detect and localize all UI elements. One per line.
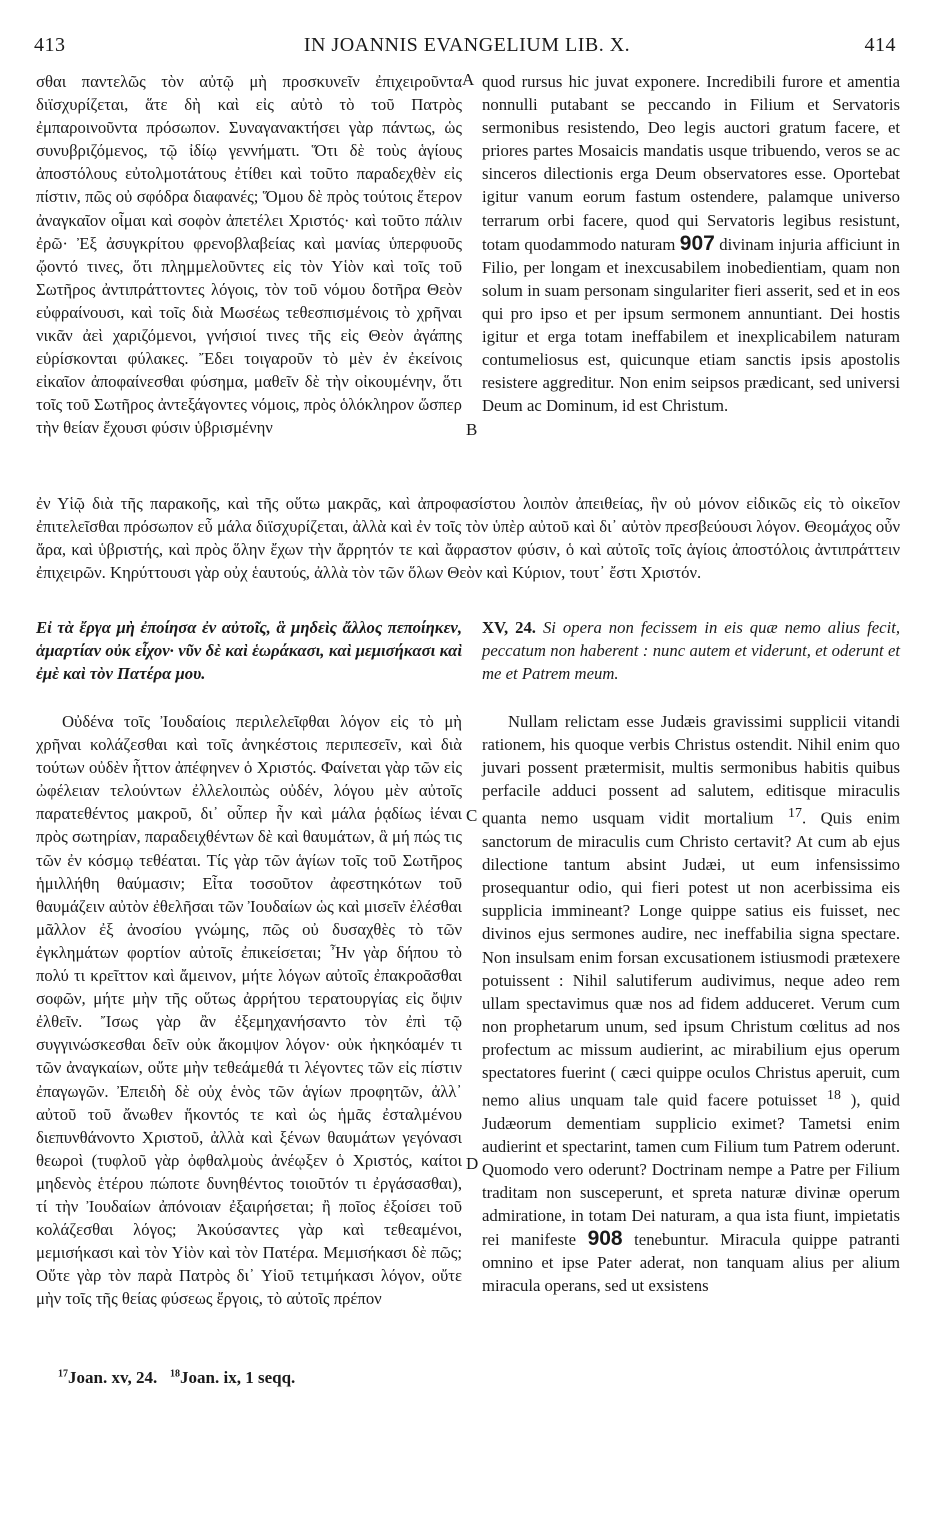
margin-letter-a: A [462,70,475,89]
margin-letter-d: D [466,1154,479,1173]
latin-text-segment: divinam injuria afficiunt in Filio, per longam et inexcusabilem inobedientiam, quam non solum in suam personam singulariter fieri asserit, sed et in eos qui pro ipso et per ipsum sermonem annuntiant. Dei hostis igitur et erga totam ineffabilem et inexplicabilem naturam contumeliosus est, quicunque etiam sanctis ipsis apostolis resistere aggreditur. Non enim seipsos prædicant, sed universi Deum ac Dominum, id est Christum. [482,234,901,416]
page-number-right: 414 [864,34,896,56]
footnote-text: Joan. ix, 1 seqq. [180,1368,296,1387]
greek-lemma-block [36,616,462,708]
greek-paragraph-full: ἐν Υἱῷ διὰ τῆς παρακοῆς, καὶ τῆς οὕτω μακρᾶς, καὶ ἀπροφασίστου λοιπὸν ἀπειθείας, ἣν οὐ μόνον εἰδικῶς εἰς τὸ οἰκεῖον ἐπιτελεῖσθαι πρόσωπον εὖ μάλα διϊσχυρίζεται, ἀλλὰ καὶ ἐν τοῖς τὸν ὑπὲρ αὐτοῦ καὶ δι᾽ αὐτὸν πρεσβεύουσι λόγον. Θεομάχος οὖν ἄρα, καὶ ὑβριστής, καὶ πρὸς ὅλην ἔχων τὴν ἄρρητόν τε καὶ ἄφραστον φύσιν, ὁ καὶ αὐτοῖς τοῖς ἁγίοις ἀποστόλοις ἀντιπράττειν ἐπιχειρῶν. Κηρύττουσι γὰρ οὐχ ἑαυτούς, ἀλλὰ τὸν τῶν ὅλων Θεὸν καὶ Κύριον, τουτ᾽ ἔστι Χριστόν. [36,494,900,583]
footnote-text: Joan. xv, 24. [68,1368,158,1387]
running-title: IN JOANNIS EVANGELIUM LIB. X. [303,34,631,56]
latin-paragraph-top [482,70,900,417]
greek-full-width [36,492,900,612]
greek-column-top [36,70,462,470]
greek-column-bottom [36,710,462,1350]
latin-text-segment: . Quis enim sanctorum de miraculis cum Christo certavit? At cum ab ejus dilectione tantum absint Judæi, ut eum infensissimo prosequantur odio, qui fieri potest ut non acerbissima eis supplicia immineant? Longe quippe satius eis fuisset, nec divinos ejus sermones audire, nec ineffabilia signa spectare. Non insulsam enim forsan excusationem istiusmodi prætexere potuissent : Nihil salutiferum audivimus, neque adeo rem ullam spectavimus quæ nos ad fidem adduceret. Verum cum non prophetarum unum, sed ipsum Christum cœlitus ad nos profectum ac missum audierint, ac mirabilium ejus operum spectatores fuerint ( cæci quippe oculos Christus aperuit, cum nemo alius unquam tale quid facere potuisset [482,808,900,1110]
latin-text-segment: Nullam relictam esse Judæis gravissimi supplicii vitandi rationem, his quoque verbis Christus ostendit. Nihil enim quo juvari possent prætermisit, multis sermonibus habitis quibus perfacile adduci possent ad salutem, editisque miraculis quanta nemo usquam vidit mortalium [482,712,900,828]
latin-lemma-text: Si opera non fecissem in eis quæ nemo alius fecit, peccatum non haberent : nunc autem et viderunt, et oderunt et me et Patrem meum. [482,618,901,684]
latin-lemma [482,616,900,685]
latin-column-top [482,70,900,470]
lemma-reference: XV, 24. [482,618,536,637]
margin-letter-b: B [466,420,478,439]
latin-paragraph-bottom [482,710,900,1297]
greek-paragraph-bottom: Οὐδένα τοῖς Ἰουδαίοις περιλελεῖφθαι λόγον εἰς τὸ μὴ χρῆναι κολάζεσθαι καὶ τοῖς ἀνηκέστοις περιπεσεῖν, καὶ διὰ τούτων οὐδὲν ἧττον ἀπέφηνεν ὁ Χριστός. Φαίνεται γὰρ τῶν εἰς ὠφέλειαν τελούντων ἐλλελοιπὼς οὐδέν, λόγου μὲν αὐτοῖς παρατεθέντος μακροῦ, δι᾽ οὗπερ ἦν καὶ μάλα ῥᾳδίως ἰέναι πρὸς σωτηρίαν, παραδειχθέντων δὲ καὶ θαυμάτων, ἃ μή πώς τις τῶν ἐν κόσμῳ τεθέαται. Τίς γὰρ τῶν ἁγίων τοῖς τοῦ Σωτῆρος ἡμιλλήθη θαύμασιν; Εἶτα τοσοῦτον ἀφεστηκότων τοῦ θαυμάζειν αὐτὸν ἐθελῆσαι τῶν Ἰουδαίων ὡς καὶ μισεῖν ἑλέσθαι μᾶλλον ἐξ ἀνοσίου γνώμης, πῶς οὐ δυσαχθὲς τὸ τῶν ἐγκλημάτων φορτίον αὐτοῖς ἐπικείσεται; Ἦν γὰρ δήπου τὸ πολύ τι κρεῖττον καὶ ἄμεινον, μήτε λόγων αὐτοῖς ἐπακροᾶσθαι σοφῶν, μήτε μὴν τῆς οὕτως ἀρρήτου τερατουργίας εἰς ὄψιν ἐλθεῖν. Ἴσως γὰρ ἂν ἐξεμηχανήσαντο τὸν ἐπὶ τῷ συγγινώσκεσθαι δεῖν οὐκ ἄκομψον λόγον· οὐκ ἠκηκόαμέν τι τῶν ἀναγκαίων, οὔτε μὴν τεθεάμεθά τι λέγοντες τῶν εἰς πίστιν ἐπαγωγῶν. Ἐπειδὴ δὲ οὐχ ἑνὸς τῶν ἁγίων προφητῶν, ἀλλ᾽ αὐτοῦ τοῦ ἄνωθεν ἥκοντός τε καὶ ὡς ἡμᾶς ἐσταλμένου διεπυνθάνοντο Χριστοῦ, ἀλλὰ καὶ ξένων θαυμάτων γεγόνασι θεωροὶ (τυφλοῦ γὰρ ὀφθαλμοὺς ἀνέῳξεν ὁ Χριστός, καίτοι μηδενὸς ἑτέρου πώποτε δυνηθέντος τοιοῦτόν τι ἐργάσασθαι), τί τὴν Ἰουδαίων ἀπόνοιαν ἐξαιρήσεται; ἢ ποῖος ἐξοίσει τοῦ κολάζεσθαι λόγος; Ἀκούσαντες γὰρ καὶ τεθεαμένοι, μεμισήκασι καὶ τὸν Υἱὸν καὶ τὸν Πατέρα. Μεμισήκασι δὲ πῶς; Οὔτε γὰρ τὸν παρὰ Πατρὸς δι᾽ Υἱοῦ τετιμήκασι λόγον, οὔτε μὴν τοῖς τῆς θείας φύσεως ἔργοις, τὸ αὐτοῖς πρέπον [36,712,462,1309]
latin-text-segment: quod rursus hic juvat exponere. Incredibili furore et amentia nonnulli putabant se peccando in Filium et Servatoris sermonibus resistendo, Deo legis auctori gratum facere, et priores partes Mosaicis mandatis usque tribuendo, veros se ac sinceros dilectionis erga Deum observatores esse. Oportebat igitur vanum eorum fastum ostendere, palamque universo terrarum orbi facere, quod qui Servatoris legibus resistunt, totam quodammodo naturam [482,72,900,254]
latin-text-segment: tenebuntur. Miracula quippe patranti omnino et ipse Pater aderat, non tanquam alius per alium miracula operans, sed ut exsistens [482,1230,901,1296]
footnote-number: 18 [170,1368,181,1380]
greek-lemma: Εἰ τὰ ἔργα μὴ ἐποίησα ἐν αὐτοῖς, ἃ μηδεὶς ἄλλος πεποίηκεν, ἁμαρτίαν οὐκ εἶχον· νῦν δὲ καὶ ἑωράκασι, καὶ μεμισήκασι καὶ ἐμὲ καὶ τὸν Πατέρα μου. [36,618,462,684]
latin-text-segment: ), quid Judæorum dementiam supplicio eximet? Tametsi enim audierint et spectarint, tamen cum Filium tum Patrem oderunt. Quomodo vero oderunt? Doctrinam nempe a Patre per Filium traditam non susceperunt, et spreta naturæ divinæ operum admiratione, in totam Dei naturam, a qua ista fiunt, impietatis rei manifeste [482,1090,901,1250]
footnote-number: 17 [58,1368,68,1380]
column-number-908: 908 [587,1227,623,1251]
footnote-marker-17: 17 [788,806,802,822]
footnote-marker-18: 18 [827,1088,841,1104]
latin-lemma-block [482,616,900,686]
latin-column-bottom [482,710,900,1350]
footnotes [58,1368,295,1388]
margin-letter-c: C [466,806,478,825]
greek-paragraph-top: σθαι παντελῶς τὸν αὐτῷ μὴ προσκυνεῖν ἐπιχειροῦντα διϊσχυρίζεται, ἅτε δὴ καὶ εἰς αὐτὸ τὸ τοῦ Πατρὸς ἐμπαροινοῦντα πρόσωπον. Συναγανακτήσει γὰρ πάντως, ὡς συνυβριζόμενος, τῷ ἰδίῳ γεννήματι. Ὅτι δὲ τοὺς ἁγίους ἀποστόλους εὐτολμοτάτους ἐτίθει καὶ τοῦτο παραδεχθὲν εἰς πίστιν, πῶς οὐ σφόδρα διαφανές; Ὅμου δὲ πρὸς τούτοις ἕτερον ἀναγκαῖον οἶμαι καὶ σοφὸν ἀπετέλει Χριστός· καὶ τοῦτο πάλιν ἐρῶ· Ἐξ ἀσυγκρίτου φρενοβλαβείας καὶ μανίας ὑπερφυοῦς ᾤοντό τινες, ὅτι πλημμελοῦντες εἰς τὸν Υἱὸν καὶ τοῖς τοῦ Σωτῆρος ἀντιπράττοντες λόγοις, τὸν τοῦ νόμου δοτῆρα Θεὸν εὐφραίνουσι, καὶ τοῖς διὰ Μωσέως τεθεσπισμένοις τὸ χρῆναι νικᾶν ἀεὶ χαριζόμενοι, γνήσιοί τινες τῆς εἰς Θεὸν ἀγάπης εὑρίσκονται φύλακες. Ἔδει τοιγαροῦν τὸ μὲν ἐν ἐκείνοις εἰκαῖον ἀποφαίνεσθαι φύσημα, μαθεῖν δὲ τὴν οἰκουμένην, ὅτι τοῖς τοῦ Σωτῆρος ἀντεξάγοντες νόμοις, πρὸς ὁλόκληρον ὥσπερ τὴν θείαν ἔχουσι φύσιν ὑβρισμένην [36,72,462,438]
page-number-left: 413 [34,34,66,56]
column-number-907: 907 [679,231,715,255]
running-header [0,34,934,60]
